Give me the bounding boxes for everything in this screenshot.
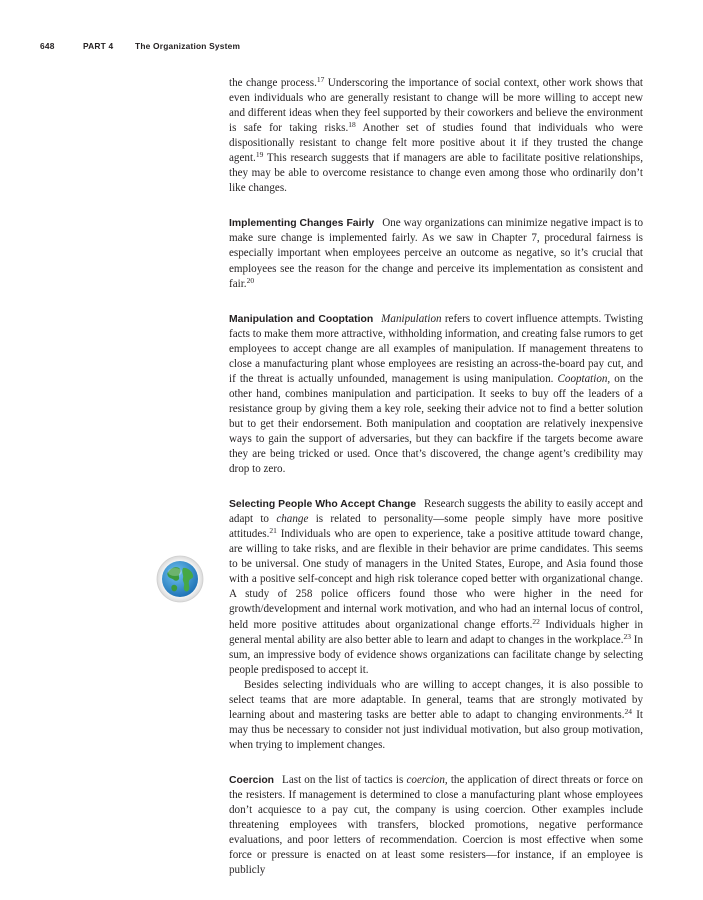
text-run: on the other hand, combines manipulation and participation. It seeks to buy off the leaders of a resistance group by giving them a key role, seeking their advice not to find a better solution but to get their endorsement. Both manipulation and cooptation are relatively inexpensive ways to gain the support of adversaries, but they can backfire if the targets become aware they are being tricked or used. Once that’s discovered, the change agent’s credibility may drop to zero. <box>229 372 643 476</box>
text-run: It may thus be necessary to consider not just individual motivation, but also group motivation, when trying to implement changes. <box>229 708 643 751</box>
section-heading: Implementing Changes Fairly <box>229 218 375 230</box>
text-run: the change process. <box>229 77 317 89</box>
text-run: Underscoring the importance of social context, other work shows that even individuals who are generally resistant to change will be more willing to accept new and different ideas when they feel supported by their coworkers and believe the environment is safe for taking risks. <box>229 77 643 135</box>
section <box>229 497 643 753</box>
section <box>229 76 643 196</box>
text-run: the application of direct threats or force on the resisters. If management is determined to close a manufacturing plant whose employees don’t acquiesce to a pay cut, the company is using coercion. Other examples include threatening employees with transfers, blocked promotions, negative performance evaluations, and poor letters of recommendation. Coercion is most effective when some force or pressure is enacted on at least some resisters—for instance, if an employee is publicly <box>229 773 644 877</box>
page-body <box>229 76 643 878</box>
text-run: Research suggests the ability to easily accept and adapt to <box>229 498 643 526</box>
text-run: Last on the list of tactics is <box>282 773 407 786</box>
text-run: In sum, an impressive body of evidence shows organizations can facilitate change by selecting people predisposed to accept it. <box>229 633 643 676</box>
paragraph <box>229 497 643 678</box>
footnote-ref: 22 <box>532 616 540 626</box>
footnote-ref: 19 <box>255 150 264 160</box>
paragraph <box>229 76 643 196</box>
globe-icon <box>156 555 204 603</box>
part-title: The Organization System <box>135 41 241 51</box>
running-head <box>40 41 240 51</box>
section <box>229 312 643 478</box>
text-run: Individuals higher in general mental ability are also better able to learn and adapt to changes in the workplace. <box>229 618 643 646</box>
footnote-ref: 23 <box>623 631 631 641</box>
section <box>229 216 643 291</box>
footnote-ref: 24 <box>624 706 633 716</box>
paragraph <box>229 312 643 478</box>
emphasized-term: Cooptation, <box>557 372 611 385</box>
paragraph <box>229 678 643 753</box>
footnote-ref: 18 <box>348 120 356 130</box>
section-heading: Coercion <box>229 774 275 786</box>
emphasized-term: change <box>276 513 309 526</box>
text-run: Individuals who are open to experience, take a positive attitude toward change, are willing to take risks, and are flexible in their behavior are prime candidates. This seems to be universal. One study of managers in the United States, Europe, and Asia found those with a positive self-concept and high risk tolerance coped better with organizational change. A study of 258 police officers found those who were higher in the need for growth/development and internal work motivation, and who had an internal locus of control, held more positive attitudes about organizational change efforts. <box>229 528 643 631</box>
footnote-ref: 17 <box>316 75 325 84</box>
text-run: is related to personality—some people simply have more positive attitudes. <box>229 513 643 541</box>
footnote-ref: 20 <box>246 275 255 285</box>
text-run: refers to covert influence attempts. Twisting facts to make them more attractive, withholding information, and creating false rumors to get employees to accept change are all examples of manipulation. If management threatens to close a manufacturing plant whose employees are resisting an across-the-board pay cut, and if the threat is actually unfounded, management is using manipulation. <box>229 312 643 385</box>
part-label: PART 4 <box>83 41 114 51</box>
text-run: One way organizations can minimize negative impact is to make sure change is implemented fairly. As we saw in Chapter 7, procedural fairness is especially important when employees perceive an outcome as negative, so it’s crucial that employees see the reason for the change and perceive its implementation as consistent and fair. <box>229 217 644 290</box>
section-heading: Manipulation and Cooptation <box>229 313 374 325</box>
text-run: This research suggests that if managers are able to facilitate positive relationships, they may be able to overcome resistance to change even among those who ordinarily don’t like changes. <box>229 152 643 195</box>
paragraph <box>229 216 643 291</box>
paragraph <box>229 773 643 878</box>
text-run: Another set of studies found that individuals who were dispositionally resistant to change felt more positive about it if they trusted the change agent. <box>229 122 643 165</box>
emphasized-term: coercion, <box>406 773 448 786</box>
footnote-ref: 21 <box>269 526 277 536</box>
section <box>229 773 643 878</box>
page-number: 648 <box>40 41 55 51</box>
emphasized-term: Manipulation <box>381 312 442 325</box>
text-run: Besides selecting individuals who are willing to accept changes, it is also possible to select teams that are more adaptable. In general, teams that are strongly motivated by learning about and mastering tasks are better able to adapt to changing environments. <box>229 678 643 721</box>
section-heading: Selecting People Who Accept Change <box>229 499 416 511</box>
